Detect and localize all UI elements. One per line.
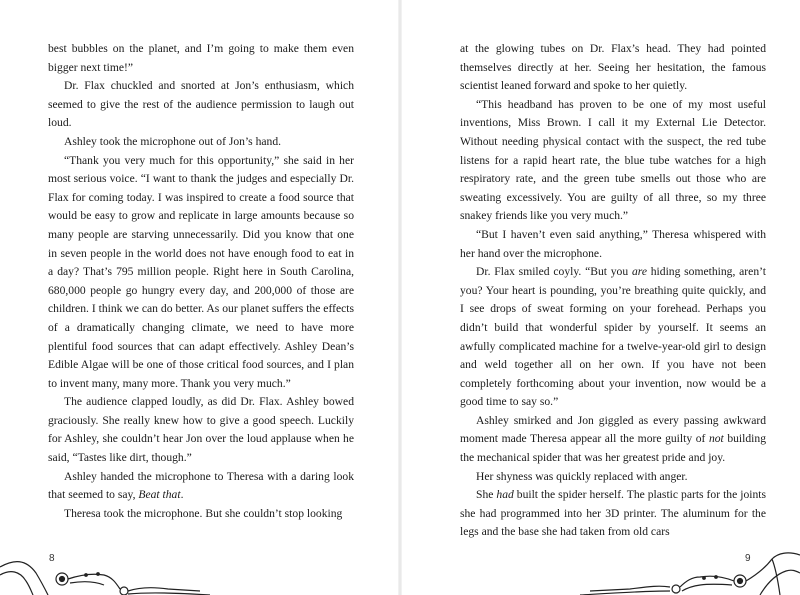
text-run: Ashley took the microphone out of Jon’s hand.	[64, 134, 282, 148]
text-run: She	[476, 488, 497, 502]
paragraph	[460, 263, 766, 412]
text-run: Her shyness was quickly replaced with anger.	[476, 469, 688, 483]
text-run: hiding something, aren’t you? Your heart is pounding, you’re breathing quite quickly, and I see drops of sweat forming on your forehead. Perhaps you didn’t build that wonderful spider by yourself. It seems an awfully complicated machine for a twelve-year-old girl to design and weld together all on her own. If you have not been completely forthcoming about your invention, now would be a good time to say so.”	[460, 265, 766, 409]
text-run: Theresa took the microphone. But she couldn’t stop looking	[64, 506, 343, 520]
text-run: building the mechanical spider that was her greatest pride and joy.	[460, 432, 766, 465]
text-run: “But I haven’t even said anything,” Theresa whispered with her hand over the microphone.	[460, 227, 766, 260]
text-run: Dr. Flax chuckled and snorted at Jon’s enthusiasm, which seemed to give the rest of the audience permission to laugh out loud.	[48, 79, 354, 130]
left-page-text	[48, 40, 354, 523]
paragraph	[48, 152, 354, 394]
page-number-left: 8	[49, 553, 55, 564]
text-run: Ashley smirked and Jon giggled as every passing awkward moment made Theresa appear all the more guilty of	[460, 413, 766, 446]
text-run: Ashley handed the microphone to Theresa with a daring look that seemed to say,	[48, 469, 354, 502]
paragraph	[460, 226, 766, 263]
spider-leg-ornament-right	[400, 545, 800, 595]
text-run: best bubbles on the planet, and I’m going to make them even bigger next time!”	[48, 42, 354, 74]
italic-text: Beat that	[138, 488, 181, 502]
page-gutter	[398, 0, 402, 595]
paragraph	[460, 40, 766, 96]
italic-text: had	[496, 488, 514, 502]
paragraph	[460, 468, 766, 487]
paragraph	[48, 77, 354, 133]
text-run: “This headband has proven to be one of my most useful inventions, Miss Brown. I call it my External Lie Detector. Without needing physical contact with the suspect, the red tube listens for a rapid heart rate, the blue tube watches for a high respiratory rate, and the green tube smells out those who are sweating excessively. You are guilty of all three, so my three snakey friends like you very much.”	[460, 97, 766, 223]
text-run: at the glowing tubes on Dr. Flax’s head. They had pointed themselves directly at her. Seeing her hesitation, the famous scientist leaned forward and spoke to her quietly.	[460, 42, 766, 93]
spider-leg-ornament-left	[0, 545, 400, 595]
text-run: Dr. Flax smiled coyly. “But you	[476, 265, 632, 279]
paragraph	[48, 133, 354, 152]
paragraph	[48, 468, 354, 505]
right-page-text	[460, 40, 766, 542]
paragraph	[460, 96, 766, 226]
text-run: .	[180, 488, 184, 502]
paragraph	[48, 505, 354, 524]
paragraph	[48, 393, 354, 467]
text-run: built the spider herself. The plastic parts for the joints she had programmed into her 3D printer. The aluminum for the legs and the base she had taken from old cars	[460, 488, 766, 539]
paragraph	[460, 486, 766, 542]
italic-text: not	[708, 432, 724, 446]
paragraph	[48, 40, 354, 77]
paragraph	[460, 412, 766, 468]
italic-text: are	[631, 265, 647, 279]
text-run: “Thank you very much for this opportunity,” she said in her most serious voice. “I want to thank the judges and especially Dr. Flax for coming today. I was inspired to create a food source that would be easy to grow and replicate in large amounts because so many people are starving unnecessarily. Did you know that one in seven people in the world does not have enough food to eat in a day? That’s 795 million people. Right here in South Carolina, 680,000 people go hungry every day, and 200,000 of those are children. I think we can do better. As our planet suffers the effects of a dramatically changing climate, we need to have more plentiful food sources that can adapt effectively. Ashley Dean’s Edible Algae will be one of those critical food sources, and I plan to invent many, many more. Thank you very much.”	[48, 153, 354, 390]
page-number-right: 9	[745, 553, 751, 564]
text-run: The audience clapped loudly, as did Dr. Flax. Ashley bowed graciously. She really knew how to give a good speech. Luckily for Ashley, she couldn’t hear Jon over the loud applause when he said, “Tastes like dirt, though.”	[48, 395, 354, 465]
